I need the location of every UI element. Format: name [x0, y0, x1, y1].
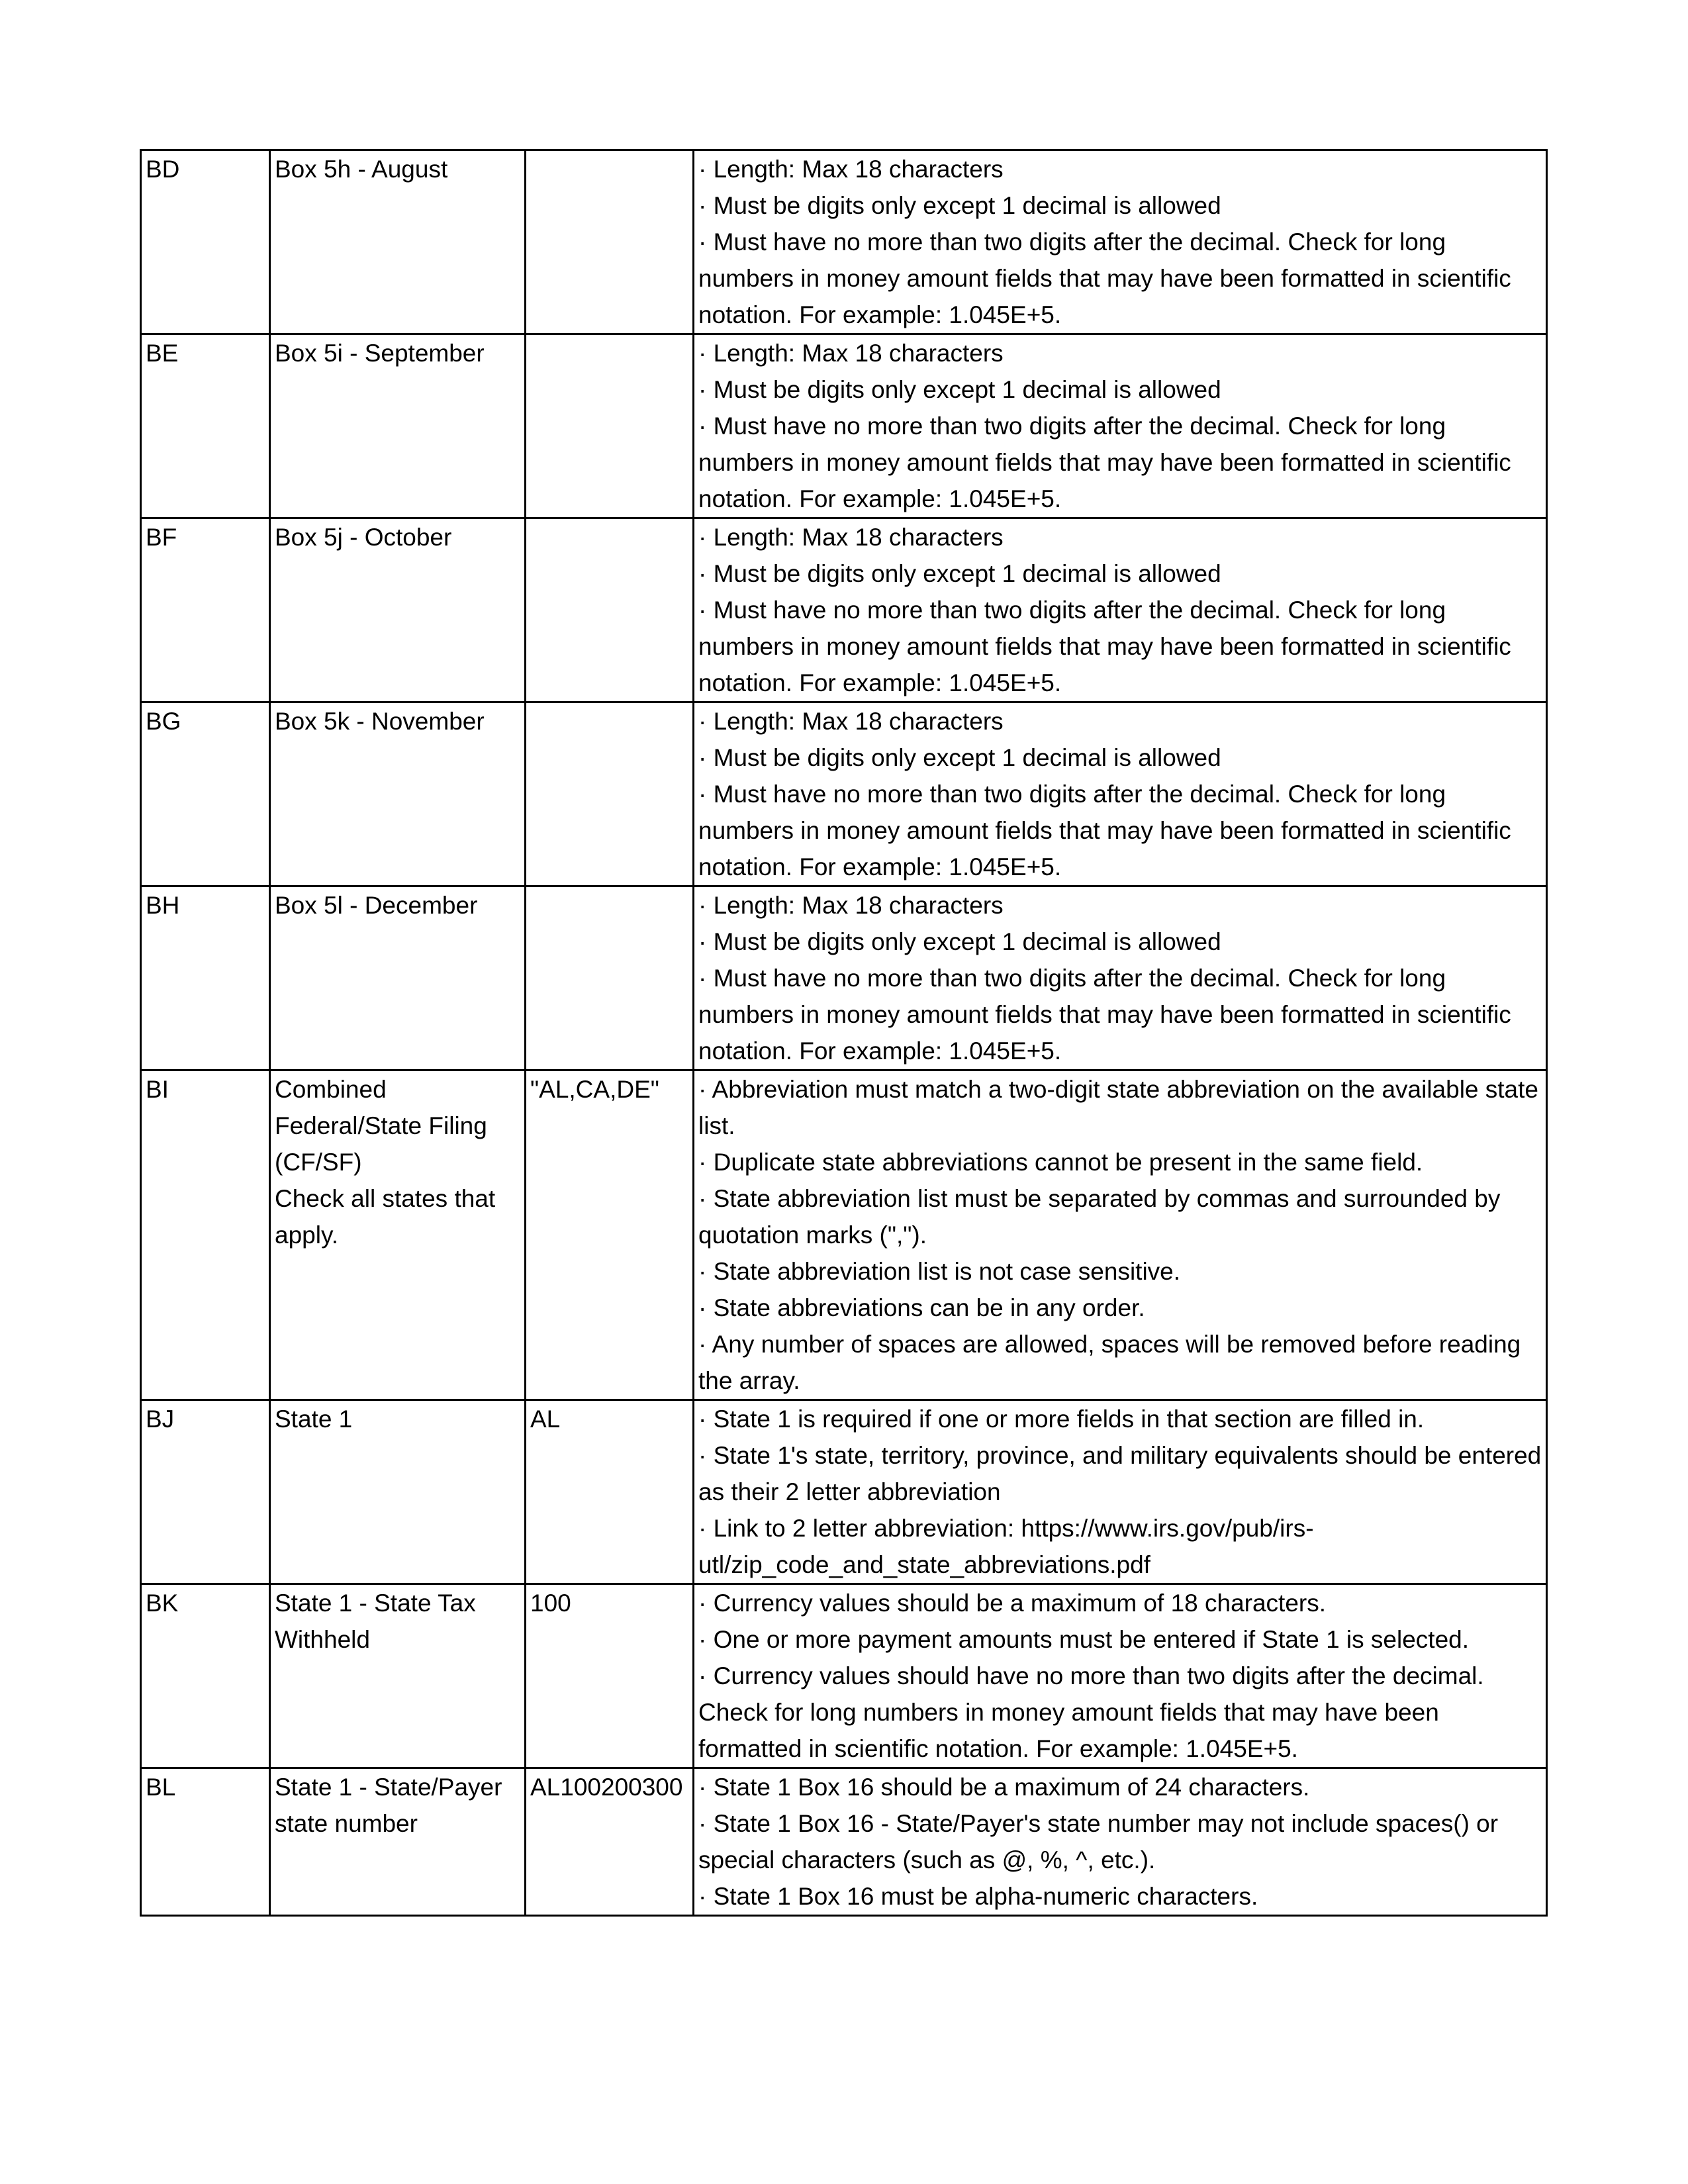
field-name-line: State 1 — [275, 1405, 353, 1433]
field-name-line: Combined Federal/State Filing (CF/SF) — [275, 1076, 487, 1176]
validation-rules-cell — [694, 1070, 1547, 1400]
validation-rule: · Must have no more than two digits after the decimal. Check for long numbers in money amount fields that may have been formatted in scientific notation. For example: 1.045E+5. — [698, 596, 1511, 696]
validation-rule: · State abbreviation list must be separated by commas and surrounded by quotation marks (","). — [698, 1185, 1501, 1249]
table-row — [141, 1400, 1547, 1584]
field-name-cell — [270, 150, 526, 334]
validation-rule: · Duplicate state abbreviations cannot be present in the same field. — [698, 1149, 1423, 1176]
table-row — [141, 1768, 1547, 1916]
validation-rules-cell — [694, 1768, 1547, 1916]
table-row — [141, 1584, 1547, 1768]
validation-rule: · Must have no more than two digits after the decimal. Check for long numbers in money amount fields that may have been formatted in scientific notation. For example: 1.045E+5. — [698, 228, 1511, 328]
validation-rules-cell — [694, 1584, 1547, 1768]
validation-rule: · Must be digits only except 1 decimal is allowed — [698, 376, 1221, 403]
field-name-cell — [270, 702, 526, 886]
validation-rule: · Must have no more than two digits after the decimal. Check for long numbers in money amount fields that may have been formatted in scientific notation. For example: 1.045E+5. — [698, 781, 1511, 880]
validation-rule: · State 1's state, territory, province, and military equivalents should be entered as their 2 letter abbreviation — [698, 1442, 1542, 1505]
validation-rule: · Currency values should be a maximum of 18 characters. — [698, 1590, 1327, 1617]
validation-rule: · State abbreviations can be in any order. — [698, 1294, 1145, 1321]
validation-rule: · Length: Max 18 characters — [698, 340, 1004, 367]
field-name-line: Box 5i - September — [275, 340, 485, 367]
example-value-cell — [526, 702, 694, 886]
example-value-cell: 100 — [526, 1584, 694, 1768]
validation-rule: · State 1 is required if one or more fields in that section are filled in. — [698, 1405, 1425, 1433]
table-row — [141, 150, 1547, 334]
example-value-cell — [526, 886, 694, 1070]
field-spec-table — [140, 149, 1548, 1917]
table-row — [141, 334, 1547, 518]
validation-rule: · Length: Max 18 characters — [698, 524, 1004, 551]
field-name-line: State 1 - State/Payer state number — [275, 1774, 502, 1837]
field-name-cell — [270, 886, 526, 1070]
field-spec-table-body — [141, 150, 1547, 1916]
field-name-line: Box 5k - November — [275, 708, 485, 735]
example-value-cell: AL — [526, 1400, 694, 1584]
field-name-line: Box 5j - October — [275, 524, 452, 551]
validation-rules-cell — [694, 518, 1547, 702]
validation-rule: · Must be digits only except 1 decimal is allowed — [698, 560, 1221, 587]
validation-rules-cell — [694, 334, 1547, 518]
validation-rule: · Must be digits only except 1 decimal is allowed — [698, 744, 1221, 771]
example-value-cell — [526, 518, 694, 702]
validation-rules-cell — [694, 1400, 1547, 1584]
table-row — [141, 702, 1547, 886]
column-id-cell: BJ — [141, 1400, 270, 1584]
field-name-cell — [270, 518, 526, 702]
table-row — [141, 886, 1547, 1070]
validation-rule: · Abbreviation must match a two-digit state abbreviation on the available state list. — [698, 1076, 1538, 1139]
validation-rule: · Length: Max 18 characters — [698, 156, 1004, 183]
column-id-cell: BL — [141, 1768, 270, 1916]
field-name-cell — [270, 1070, 526, 1400]
validation-rule: · Currency values should have no more than two digits after the decimal. Check for long numbers in money amount fields that may have been formatted in scientific notation. For example: 1.045E+5. — [698, 1662, 1484, 1762]
column-id-cell: BE — [141, 334, 270, 518]
table-row — [141, 518, 1547, 702]
validation-rules-cell — [694, 886, 1547, 1070]
validation-rule: · One or more payment amounts must be entered if State 1 is selected. — [698, 1626, 1470, 1653]
example-value-cell: AL100200300 — [526, 1768, 694, 1916]
validation-rule: · State abbreviation list is not case sensitive. — [698, 1258, 1181, 1285]
field-name-cell — [270, 1768, 526, 1916]
column-id-cell: BF — [141, 518, 270, 702]
example-value-cell: "AL,CA,DE" — [526, 1070, 694, 1400]
field-name-cell — [270, 1584, 526, 1768]
field-name-cell — [270, 1400, 526, 1584]
example-value-cell — [526, 150, 694, 334]
validation-rule: · Link to 2 letter abbreviation: https://www.irs.gov/pub/irs-utl/zip_code_and_state_abbreviations.pdf — [698, 1515, 1314, 1578]
validation-rule: · State 1 Box 16 must be alpha-numeric characters. — [698, 1883, 1258, 1910]
validation-rule: · Must have no more than two digits after the decimal. Check for long numbers in money amount fields that may have been formatted in scientific notation. For example: 1.045E+5. — [698, 965, 1511, 1065]
column-id-cell: BD — [141, 150, 270, 334]
validation-rule: · Length: Max 18 characters — [698, 708, 1004, 735]
validation-rule: · Any number of spaces are allowed, spaces will be removed before reading the array. — [698, 1331, 1521, 1394]
field-name-cell — [270, 334, 526, 518]
table-row — [141, 1070, 1547, 1400]
column-id-cell: BK — [141, 1584, 270, 1768]
column-id-cell: BH — [141, 886, 270, 1070]
field-name-line: Box 5l - December — [275, 892, 478, 919]
field-name-line: State 1 - State Tax Withheld — [275, 1590, 476, 1653]
validation-rule: · Must have no more than two digits after the decimal. Check for long numbers in money amount fields that may have been formatted in scientific notation. For example: 1.045E+5. — [698, 412, 1511, 512]
validation-rule: · Must be digits only except 1 decimal is allowed — [698, 928, 1221, 955]
column-id-cell: BI — [141, 1070, 270, 1400]
validation-rule: · Must be digits only except 1 decimal is allowed — [698, 192, 1221, 219]
validation-rules-cell — [694, 150, 1547, 334]
example-value-cell — [526, 334, 694, 518]
field-name-line: Box 5h - August — [275, 156, 448, 183]
validation-rule: · State 1 Box 16 should be a maximum of 24 characters. — [698, 1774, 1310, 1801]
field-name-line: Check all states that apply. — [275, 1185, 496, 1249]
validation-rule: · State 1 Box 16 - State/Payer's state number may not include spaces() or special characters (such as @, %, ^, etc.). — [698, 1810, 1499, 1874]
column-id-cell: BG — [141, 702, 270, 886]
validation-rule: · Length: Max 18 characters — [698, 892, 1004, 919]
validation-rules-cell — [694, 702, 1547, 886]
